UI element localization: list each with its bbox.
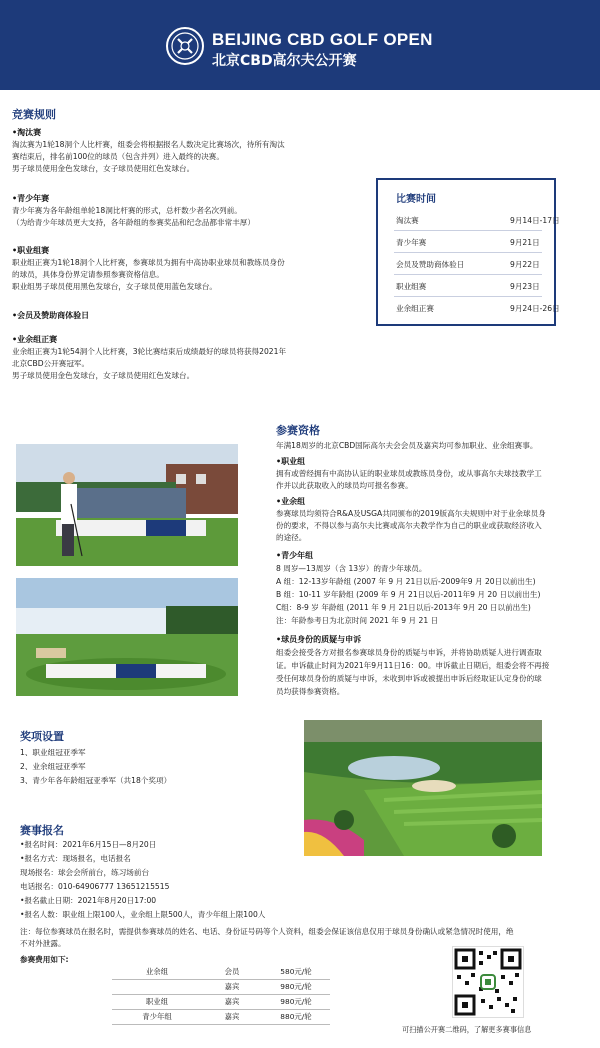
eligibility-junior-text: 8 周岁—13周岁（含 13岁）的青少年球员。 A 组：12-13岁年龄组 (2007 年 9 月 21日以后-2009年9 月 20日以前出生) B 组：10-11 岁年龄组 (2009 年 9 月 21日以后-2011年9 月 20 日以前出生) C组：8-9 岁 年龄组 (2011 年 9 月 21日以后-2013年 9月 20 日以前出生) 注：年龄参考日为北京时间 2021 年 9 月 21 日 xyxy=(276,564,541,625)
header-title-cn: 北京CBD高尔夫公开赛 xyxy=(212,53,357,69)
eligibility-dispute-text: 组委会接受各方对报名参赛球员身份的质疑与申诉，并将协助质疑人进行调查取 证。申诉截止时间为2021年9月11日16：00。申诉截止日期后，组委会将不再接 受任何球员身份的质疑与申诉，未收到申诉或被提出申诉后经取证认定身份的球 员均获得参赛资格。 xyxy=(276,648,550,696)
eligibility-pro-text: 拥有或曾经拥有中高协认证的职业球员或教练员身份，或从事高尔夫球技教学工 作并以此获取收入的球员均可报名参赛。 xyxy=(276,469,542,490)
schedule-row: 淘汰赛 9月14日-17日 xyxy=(394,210,542,231)
eligibility-title: 参赛资格 xyxy=(276,424,320,437)
qr-code-icon[interactable] xyxy=(452,946,524,1018)
knockout-title: •淘汰赛 xyxy=(12,128,42,137)
award-item: 2、业余组冠亚季军 xyxy=(20,762,86,771)
amateur-title: •业余组正赛 xyxy=(12,335,58,344)
schedule-row: 青少年赛 9月21日 xyxy=(394,232,542,253)
registration-title: 赛事报名 xyxy=(20,824,64,837)
schedule-row: 业余组正赛 9月24日-26日 xyxy=(396,304,560,313)
registration-text: •报名时间：2021年6月15日—8月20日 •报名方式：现场报名，电话报名 现场报名：球会会所前台，练习场前台 电话报名：010-64906777 13651215515 •报名截止日期：2021年8月20日17:00 •报名人数：职业组上限100人，业余组上限500人，青少年组上限100人 xyxy=(20,840,266,919)
fee-table xyxy=(112,964,330,1025)
eligibility-dispute-title: •球员身份的质疑与申诉 xyxy=(276,635,362,644)
eligibility-amateur-title: •业余组 xyxy=(276,497,306,506)
junior-text: 青少年赛为各年龄组单轮18洞比杆赛的形式，总杆数少者名次列前。 （为给青少年球员更大支持，各年龄组的参赛奖品和纪念品都非常丰厚） xyxy=(12,206,255,227)
header-title-en: BEIJING CBD GOLF OPEN xyxy=(212,30,433,49)
award-item: 1、职业组冠亚季军 xyxy=(20,748,86,757)
awards-title: 奖项设置 xyxy=(20,730,64,743)
schedule-row: 会员及赞助商体验日 9月22日 xyxy=(394,254,542,275)
junior-title: •青少年赛 xyxy=(12,194,50,203)
registration-note: 注：每位参赛球员在报名时，需提供参赛球员的姓名、电话、身份证号码等个人资料，组委会保证该信息仅用于球员身份确认或紧急情况时使用，绝 不对外泄露。 xyxy=(20,927,514,948)
table-row: 业余组 会员 580元/轮 xyxy=(112,964,330,979)
table-row: 嘉宾 980元/轮 xyxy=(112,979,330,994)
pro-title: •职业组赛 xyxy=(12,246,50,255)
amateur-text: 业余组正赛为1轮54洞个人比杆赛，3轮比赛结束后成绩最好的球员将获得2021年 北京CBD公开赛冠军。 男子球员使用金色发球台，女子球员使用红色发球台。 xyxy=(12,347,287,380)
schedule-row: 职业组赛 9月23日 xyxy=(394,276,542,297)
award-item: 3、青少年各年龄组冠亚季军（共18个奖项） xyxy=(20,776,172,785)
member-day-title: •会员及赞助商体验日 xyxy=(12,311,90,320)
tournament-logo-icon xyxy=(166,27,204,65)
eligibility-pro-title: •职业组 xyxy=(276,457,306,466)
rules-title: 竞赛规则 xyxy=(12,108,56,121)
schedule-box xyxy=(376,178,560,326)
golfer-tee-photo xyxy=(16,444,238,566)
course-aerial-photo xyxy=(304,720,542,856)
eligibility-intro: 年满18周岁的北京CBD国际高尔夫会会员及嘉宾均可参加职业、业余组赛事。 xyxy=(276,441,538,450)
knockout-text: 淘汰赛为1轮18洞个人比杆赛，组委会将根据报名人数决定比赛场次，待所有淘汰 赛结束后，排名前100位的球员（包含并列）进入最终的决赛。 男子球员使用金色发球台，女子球员使用红色发球台。 xyxy=(12,140,285,173)
qr-caption: 可扫描公开赛二维码，了解更多赛事信息 xyxy=(402,1025,532,1034)
schedule-title: 比赛时间 xyxy=(396,194,436,205)
header-banner xyxy=(0,0,600,90)
eligibility-junior-title: •青少年组 xyxy=(276,551,314,560)
tee-box-photo xyxy=(16,578,238,696)
eligibility-amateur-text: 参赛球员均须符合R&A及USGA共同颁布的2019版高尔夫规则中对于业余球员身 份的要求，不得以参与高尔夫比赛或高尔夫教学作为自己的职业或获取经济收入 的途径。 xyxy=(276,509,546,542)
fee-label: 参赛费用如下: xyxy=(20,955,69,964)
awards-list xyxy=(20,746,171,788)
pro-text: 职业组正赛为1轮18洞个人比杆赛，参赛球员为拥有中高协职业球员和教练员身份 的球员，具体身份界定请参照参赛资格信息。 职业组男子球员使用黑色发球台，女子球员使用蓝色发球台。 xyxy=(12,258,285,291)
table-row: 职业组 嘉宾 980元/轮 xyxy=(112,994,330,1009)
table-row: 青少年组 嘉宾 880元/轮 xyxy=(112,1009,330,1024)
